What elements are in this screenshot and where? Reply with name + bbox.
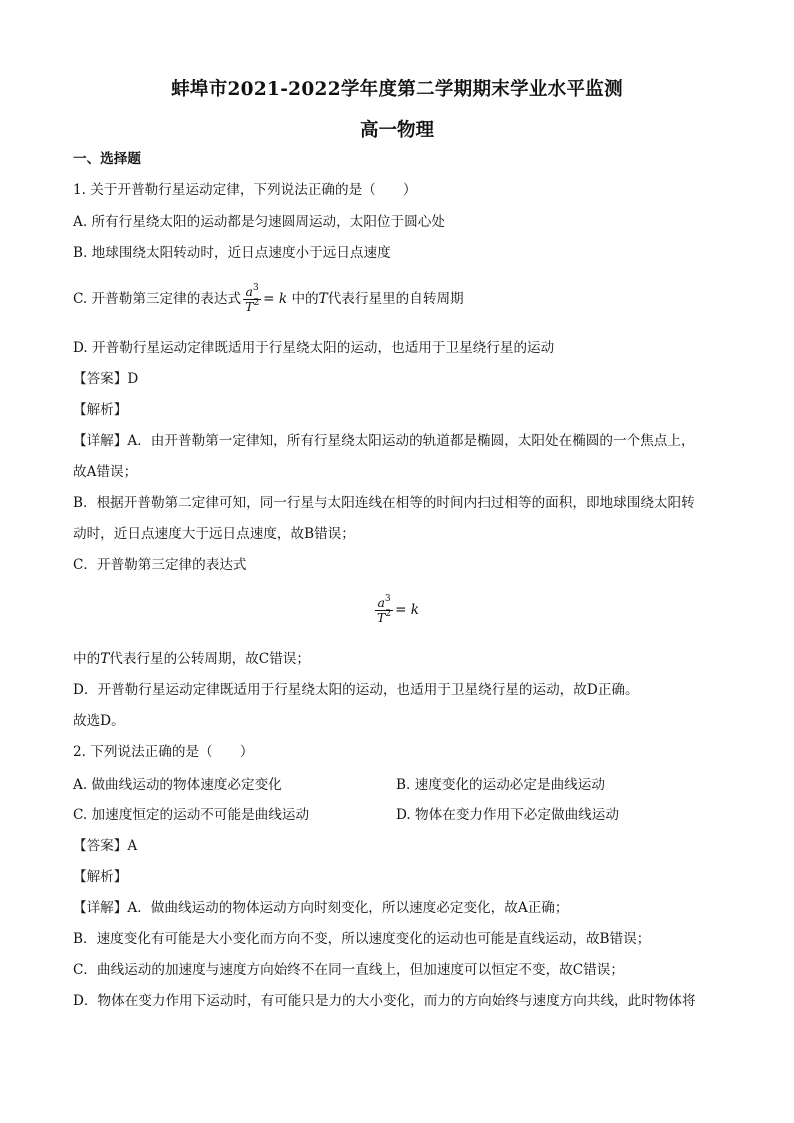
q2-exp-1: 【详解】A．做曲线运动的物体运动方向时刻变化，所以速度必定变化，故A正确；	[73, 900, 569, 916]
subject-title: 高一物理	[359, 120, 434, 141]
q2-option-b: B. 速度变化的运动必定是曲线运动	[396, 777, 605, 793]
q2-option-c: C. 加速度恒定的运动不可能是曲线运动	[73, 807, 310, 823]
section-heading: 一、选择题	[73, 151, 141, 167]
q2-exp-4: D．物体在变力作用下运动时，有可能只是力的大小变化，而力的方向始终与速度方向共线，此时物体将	[73, 993, 696, 1009]
q1-exp-5: D．开普勒行星运动定律既适用于行星绕太阳的运动，也适用于卫星绕行星的运动，故D正确。	[73, 682, 639, 698]
q1-exp-3: C．开普勒第三定律的表达式	[73, 557, 247, 573]
q1-answer: 【答案】D	[73, 371, 139, 387]
q1-analysis-tag: 【解析】	[73, 402, 128, 418]
q2-option-d: D. 物体在变力作用下必定做曲线运动	[396, 807, 619, 823]
q2-option-a: A. 做曲线运动的物体速度必定变化	[73, 777, 282, 793]
q1-exp-4: 中的T代表行星的公转周期，故C错误；	[73, 651, 310, 667]
q1-option-b: B. 地球围绕太阳转动时，近日点速度小于远日点速度	[73, 245, 391, 261]
q1-option-d: D. 开普勒行星运动定律既适用于行星绕太阳的运动，也适用于卫星绕行星的运动	[73, 340, 555, 356]
q1-option-a: A. 所有行星绕太阳的运动都是匀速圆周运动，太阳位于圆心处	[73, 214, 445, 230]
q1-option-c-text: C. 开普勒第三定律的表达式	[73, 291, 242, 307]
q2-exp-3: C．曲线运动的加速度与速度方向始终不在同一直线上，但加速度可以恒定不变，故C错误；	[73, 962, 624, 978]
exam-title: 蚌埠市2021-2022学年度第二学期期末学业水平监测	[171, 79, 623, 100]
q2-exp-2: B．速度变化有可能是大小变化而方向不变，所以速度变化的运动也可能是直线运动，故B错误；	[73, 931, 651, 947]
q2-stem: 2. 下列说法正确的是（ ）	[73, 744, 254, 760]
kepler-formula-inline: $\frac{a^3}{T^2}$	[245, 283, 260, 314]
q1-exp-2b: 动时，近日点速度大于远日点速度，故B错误；	[73, 526, 355, 542]
q1-stem: 1. 关于开普勒行星运动定律，下列说法正确的是（ ）	[73, 182, 417, 198]
formula-eq: = k	[263, 291, 288, 307]
q1-exp-1b: 故A错误；	[73, 464, 138, 480]
q2-analysis-tag: 【解析】	[73, 869, 128, 885]
q1-exp-2a: B．根据开普勒第二定律可知，同一行星与太阳连线在相等的时间内扫过相等的面积，即地球围绕太阳转	[73, 495, 695, 511]
q1-option-c: C. 开普勒第三定律的表达式 $\frac{a^3}{T^2}$ = k 中的T代表行星里的自转周期	[73, 283, 464, 314]
q1-exp-6: 故选D。	[73, 713, 125, 729]
kepler-formula-display: $\frac{a^3}{T^2}$ = k	[377, 594, 420, 625]
q2-answer: 【答案】A	[73, 838, 138, 854]
q1-exp-1a: 【详解】A．由开普勒第一定律知，所有行星绕太阳运动的轨道都是椭圆，太阳处在椭圆的一个焦点上，	[73, 433, 695, 449]
